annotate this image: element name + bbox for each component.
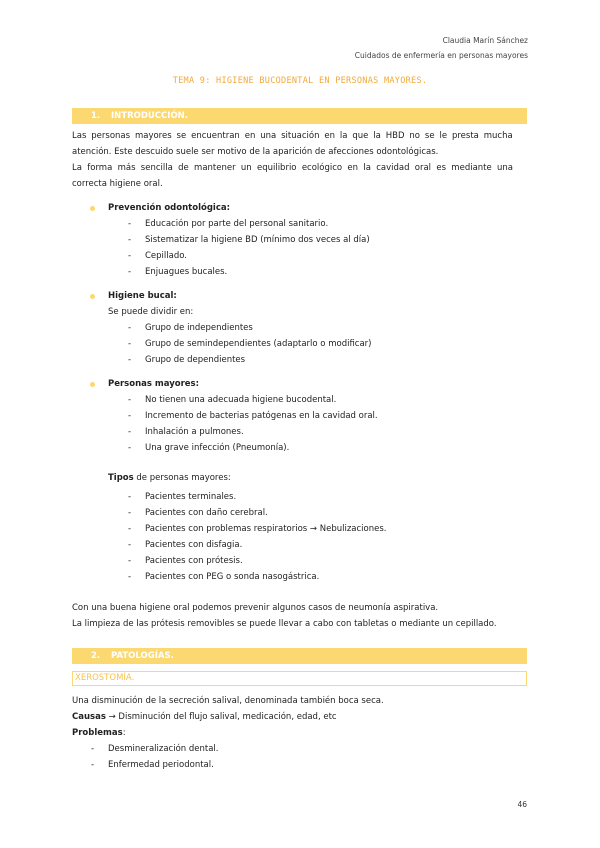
- list-item: Grupo de semindependientes (adaptarlo o modificar): [145, 339, 372, 349]
- list-heading-tipos: Tipos de personas mayores:: [108, 473, 231, 483]
- intro-line: atención. Este descuido suele ser motivo de la aparición de afecciones odontológicas.: [72, 147, 439, 157]
- list-item: No tienen una adecuada higiene bucodental.: [145, 395, 337, 405]
- dash-icon: -: [128, 427, 132, 437]
- causas-line: Causas → Disminución del flujo salival, medicación, edad, etc: [72, 712, 337, 722]
- closing-paragraph: La limpieza de las prótesis removibles se puede llevar a cabo con tabletas o mediante un cepillado.: [72, 619, 497, 629]
- dash-icon: -: [128, 235, 132, 245]
- subsection-heading-xerostomia: XEROSTOMÍA.: [72, 671, 527, 686]
- dash-icon: -: [128, 395, 132, 405]
- dash-icon: -: [128, 540, 132, 550]
- document-title: TEMA 9: HIGIENE BUCODENTAL EN PERSONAS MAYORES.: [172, 76, 428, 86]
- dash-icon: -: [128, 524, 132, 534]
- intro-line: La forma más sencilla de mantener un equilibrio ecológico en la cavidad oral es mediante una: [72, 163, 514, 173]
- bullet-icon: [90, 382, 95, 387]
- bullet-icon: [90, 206, 95, 211]
- list-item: Grupo de independientes: [145, 323, 253, 333]
- list-item: Cepillado.: [145, 251, 188, 261]
- dash-icon: -: [128, 492, 132, 502]
- intro-line: Las personas mayores se encuentran en una situación en la que la HBD no se le presta mucha: [72, 131, 513, 141]
- list-heading-higiene: Higiene bucal:: [108, 291, 177, 301]
- list-item: Pacientes con disfagia.: [145, 540, 243, 550]
- list-item: Pacientes con problemas respiratorios → Nebulizaciones.: [145, 524, 387, 534]
- bullet-icon: [90, 294, 95, 299]
- list-item: Sistematizar la higiene BD (mínimo dos veces al día): [145, 235, 370, 245]
- list-item: Educación por parte del personal sanitario.: [145, 219, 329, 229]
- dash-icon: -: [128, 323, 132, 333]
- section-title: INTRODUCCIÓN.: [111, 111, 189, 121]
- list-heading-personas: Personas mayores:: [108, 379, 200, 389]
- intro-line: correcta higiene oral.: [72, 179, 163, 189]
- list-heading-prevencion: Prevención odontológica:: [108, 203, 230, 213]
- dash-icon: -: [128, 508, 132, 518]
- list-item: Inhalación a pulmones.: [145, 427, 244, 437]
- dash-icon: -: [91, 760, 95, 770]
- section-number: 1.: [91, 111, 101, 121]
- section-title: PATOLOGÍAS.: [111, 651, 174, 661]
- page-number: 46: [517, 800, 527, 809]
- list-item: Desmineralización dental.: [108, 744, 219, 754]
- dash-icon: -: [91, 744, 95, 754]
- section-number: 2.: [91, 651, 101, 661]
- dash-icon: -: [128, 556, 132, 566]
- list-item: Pacientes con daño cerebral.: [145, 508, 268, 518]
- xerostomia-definition: Una disminución de la secreción salival, denominada también boca seca.: [72, 696, 384, 706]
- list-item: Pacientes terminales.: [145, 492, 237, 502]
- section-heading-introduccion: [72, 108, 527, 124]
- section-heading-patologias: [72, 648, 527, 664]
- dash-icon: -: [128, 443, 132, 453]
- dash-icon: -: [128, 267, 132, 277]
- header-subject: Cuidados de enfermería en personas mayores: [354, 51, 528, 60]
- dash-icon: -: [128, 219, 132, 229]
- dash-icon: -: [128, 355, 132, 365]
- list-note: Se puede dividir en:: [108, 307, 194, 317]
- problemas-heading: Problemas:: [72, 728, 126, 738]
- list-item: Enjuagues bucales.: [145, 267, 228, 277]
- dash-icon: -: [128, 572, 132, 582]
- list-item: Pacientes con prótesis.: [145, 556, 243, 566]
- list-item: Grupo de dependientes: [145, 355, 246, 365]
- list-item: Enfermedad periodontal.: [108, 760, 214, 770]
- closing-paragraph: Con una buena higiene oral podemos prevenir algunos casos de neumonía aspirativa.: [72, 603, 439, 613]
- header-author: Claudia Marín Sánchez: [442, 36, 528, 45]
- dash-icon: -: [128, 251, 132, 261]
- list-item: Pacientes con PEG o sonda nasogástrica.: [145, 572, 320, 582]
- dash-icon: -: [128, 411, 132, 421]
- list-item: Incremento de bacterias patógenas en la cavidad oral.: [145, 411, 378, 421]
- list-item: Una grave infección (Pneumonía).: [145, 443, 290, 453]
- dash-icon: -: [128, 339, 132, 349]
